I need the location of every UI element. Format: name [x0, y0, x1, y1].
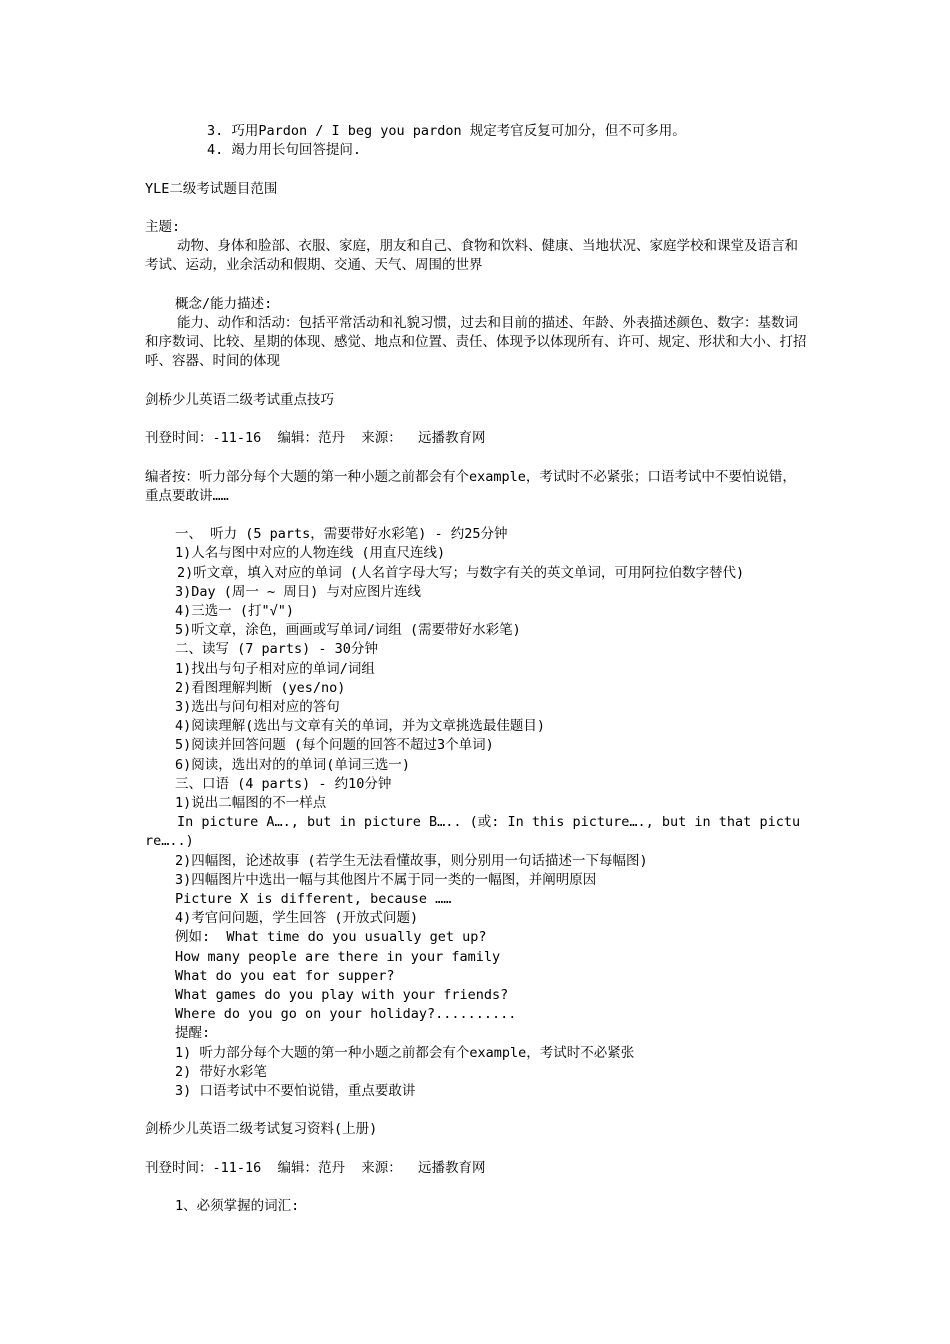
- listening-item: 2)听文章，填入对应的单词 (人名首字母大写；与数字有关的英文单词，可用阿拉伯数字替代): [177, 564, 745, 581]
- speaking-header: 三、口语 (4 parts) - 约10分钟: [175, 775, 392, 792]
- speaking-item: 2)四幅图，论述故事 (若学生无法看懂故事，则分别用一句话描述一下每幅图): [175, 852, 648, 869]
- reminder-label: 提醒:: [175, 1025, 211, 1042]
- speaking-item: 1)说出二幅图的不一样点: [175, 795, 327, 811]
- topics-label: 主题:: [145, 218, 181, 235]
- reminder-item: 3) 口语考试中不要怕说错，重点要敢讲: [175, 1083, 416, 1100]
- reading-item: 4)阅读理解(选出与文章有关的单词，并为文章挑选最佳题目): [175, 718, 546, 735]
- concepts-label: 概念/能力描述:: [175, 295, 273, 312]
- reading-item: 1)找出与句子相对应的单词/词组: [175, 660, 375, 677]
- reminder-item: 2) 带好水彩笔: [175, 1063, 267, 1080]
- topics-text: 动物、身体和脸部、衣服、家庭，朋友和自己、食物和饮料、健康、当地状况、家庭学校和课堂及语言和考试、运动，业余活动和假期、交通、天气、周围的世界: [145, 238, 798, 274]
- editor-note: 编者按：听力部分每个大题的第一种小题之前都会有个example，考试时不必紧张；口语考试中不要怕说错，重点要敢讲……: [145, 468, 796, 504]
- speaking-item: 3)四幅图片中选出一幅与其他图片不属于同一类的一幅图，并阐明原因: [175, 871, 597, 888]
- speaking-item: 4)考官问问题，学生回答 (开放式问题): [175, 910, 419, 927]
- tip-item-4: 4. 竭力用长句回答提问.: [207, 142, 362, 159]
- listening-item: 5)听文章，涂色，画画或写单词/词组 (需要带好水彩笔): [175, 622, 521, 639]
- reading-header: 二、读写 (7 parts) - 30分钟: [175, 641, 378, 658]
- article2-meta: 刊登时间：-11-16 编辑：范丹 来源： 远播教育网: [145, 1159, 486, 1176]
- listening-item: 3)Day (周一 ~ 周日) 与对应图片连线: [175, 583, 422, 600]
- example-question-text: What time do you usually get up?: [226, 929, 487, 946]
- listening-item: 4)三选一 (打"√"): [175, 602, 295, 619]
- example-question: What games do you play with your friends?: [175, 987, 509, 1004]
- speaking-example: In picture A…., but in picture B….. (或: In this picture…., but in that picture…..): [145, 814, 801, 850]
- tip-item-3: 3. 巧用Pardon / I beg you pardon 规定考官反复可加分，但不可多用。: [207, 123, 686, 139]
- vocab-header: 1、必须掌握的词汇:: [175, 1198, 300, 1215]
- example-question: Where do you go on your holiday?..........: [175, 1006, 517, 1023]
- article2-title: 剑桥少儿英语二级考试复习资料(上册): [145, 1121, 378, 1138]
- article1-title: 剑桥少儿英语二级考试重点技巧: [145, 391, 334, 408]
- reading-item: 5)阅读并回答问题 (每个问题的回答不超过3个单词): [175, 737, 494, 754]
- example-question: What do you eat for supper?: [175, 967, 395, 984]
- examples-label: 例如:: [175, 929, 211, 946]
- reading-item: 2)看图理解判断 (yes/no): [175, 679, 346, 696]
- speaking-example: Picture X is different, because ……: [175, 891, 452, 908]
- example-question: How many people are there in your family: [175, 948, 501, 965]
- article1-meta: 刊登时间：-11-16 编辑：范丹 来源： 远播教育网: [145, 430, 486, 447]
- reminder-item: 1) 听力部分每个大题的第一种小题之前都会有个example，考试时不必紧张: [175, 1044, 635, 1061]
- document-page: [145, 122, 807, 1216]
- reading-item: 3)选出与问句相对应的答句: [175, 698, 340, 715]
- listening-header: 一、 听力 (5 parts，需要带好水彩笔) - 约25分钟: [175, 526, 508, 543]
- example-question: [145, 928, 807, 947]
- yle-scope-title: YLE二级考试题目范围: [145, 180, 278, 197]
- listening-item: 1)人名与图中对应的人物连线 (用直尺连线): [175, 545, 446, 562]
- concepts-text: 能力、动作和活动：包括平常活动和礼貌习惯，过去和目前的描述、年龄、外表描述颜色、数字：基数词和序数词、比较、星期的体现、感觉、地点和位置、责任、体现予以体现所有、许可、规定、形状和大小、打招呼、容器、时间的体现: [145, 314, 807, 370]
- reading-item: 6)阅读，选出对的的单词(单词三选一): [175, 756, 411, 773]
